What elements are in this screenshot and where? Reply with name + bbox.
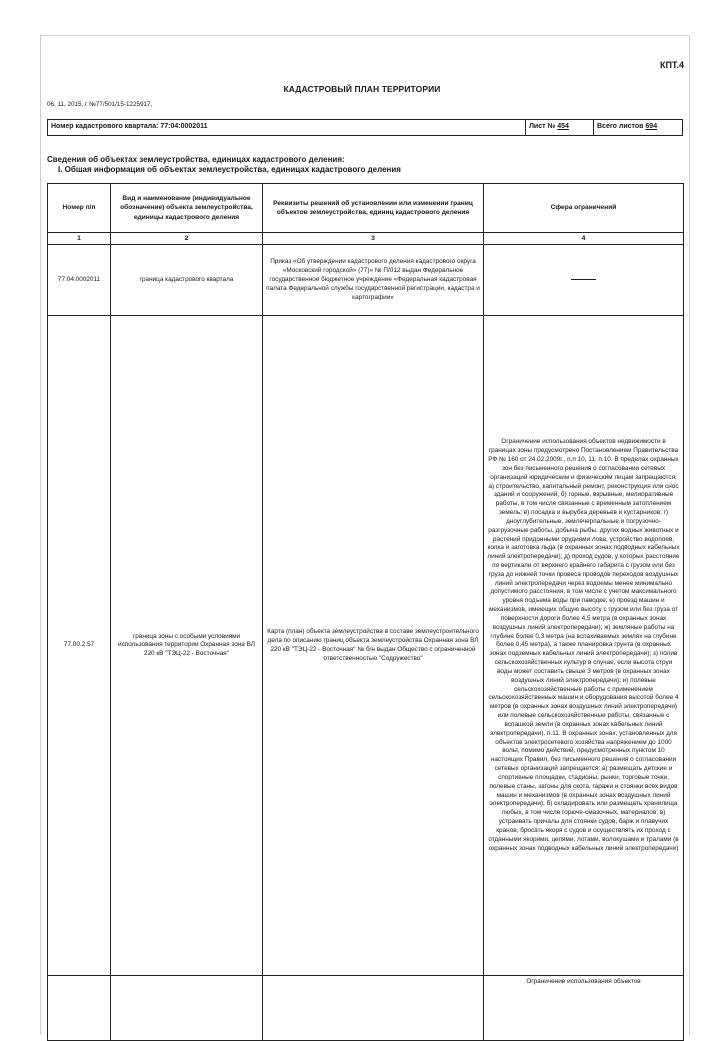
- table-row: [48, 245, 684, 316]
- row-restriction: [484, 245, 684, 316]
- column-number: 2: [111, 233, 263, 245]
- total-sheets-label: Всего листов: [597, 123, 644, 130]
- row-object-name: граница кадастрового квартала: [111, 245, 263, 316]
- column-number-row: [48, 233, 684, 245]
- total-sheets-value: 694: [645, 123, 658, 130]
- row-number: [48, 976, 111, 1041]
- sheet-number-cell: [526, 120, 594, 135]
- table-row: [48, 976, 684, 1041]
- section-title: Сведения об объектах землеустройства, единицах кадастрового деления:: [47, 155, 345, 164]
- row-object-name: граница зоны с особыми условиями использования территории Охранная зона ВЛ 220 кВ "ТЭЦ-22 - Восточная": [111, 316, 263, 976]
- row-object-name: [111, 976, 263, 1041]
- row-restriction: Ограничение использования объектов: [484, 976, 684, 1041]
- row-decision: Приказ «Об утверждении кадастрового деления кадастрового округа «Московский городской» (77)» № П/012 выдан Федеральное государственное бюджетное учреждение «Федеральная кадастровая палата Федеральной службы государственной регистрации, кадастра и картографии»: [263, 245, 484, 316]
- cadastral-quarter-number: Номер кадастрового квартала: 77:04:0002011: [48, 120, 526, 135]
- quarter-header-box: [47, 119, 683, 136]
- table-header-row: [48, 184, 684, 233]
- empty-dash: [571, 279, 596, 280]
- row-decision: Карта (план) объекта землеустройства в составе землеустроительного дела по описанию границ объекта землеустройства Охранная зона ВЛ 220 кВ "ТЭЦ-22 - Восточная" № б/н выдан Общество с ограниченной ответственностью "Содружество": [263, 316, 484, 976]
- sheet-number-value: 454: [557, 123, 569, 130]
- land-objects-table: [47, 183, 684, 1041]
- column-number: 1: [48, 233, 111, 245]
- row-number: 77:04:0002011: [48, 245, 111, 316]
- row-restriction: Ограничение использования объектов недвижимости в границах зоны предусмотрено Постановлением Правительства РФ № 160 от 24.02.2009г., п.п 10, 11: п.10. В пределах охранных зон без письменного решения о согласовании сетевых организаций юридическим и физическим лицам запрещаются: а) строительство, капитальный ремонт, реконструкция или снос зданий и сооружений; б) горные, взрывные, мелиоративные работы, в том числе связанные с временным затоплением земель; в) посадка и вырубка деревьев и кустарников; г) дноуглубительные, землечерпальные и погрузочно-разгрузочные работы, добыча рыбы, других водных животных и растений придонными орудиями лова, устройство водопоев, колка и заготовка льда (в охранных зонах подводных кабельных линий электропередачи); д) проход судов, у которых расстояние по вертикали от верхнего крайнего габарита с грузом или без груза до нижней точки провеса проводов переходов воздушных линий электропередачи через водоемы менее минимально допустимого расстояния, в том числе с учетом максимального уровня подъема воды при паводке; е) проезд машин и механизмов, имеющих общую высоту с грузом или без груза от поверхности дороги более 4,5 метра (в охранных зонах воздушных линий электропередачи); ж) земляные работы на глубине более 0,3 метра (на вспахиваемых землях на глубине более 0,45 метра), а также планировка грунта (в охранных зонах подземных кабельных линий электропередачи); з) полив сельскохозяйственных культур в случае, если высота струи воды может составить свыше 3 метров (в охранных зонах воздушных линий электропередачи); и) полевые сельскохозяйственные работы с применением сельскохозяйственных машин и оборудования высотой более 4 метров (в охранных зонах воздушных линий электропередачи) или полевые сельскохозяйственные работы, связанные с вспашкой земли (в охранных зонах кабельных линий электропередачи). п.11. В охранных зонах, установленных для объектов электросетевого хозяйства напряжением до 1000 вольт, помимо действий, предусмотренных пунктом 10 настоящих Правил, без письменного решения о согласовании сетевых организаций запрещается: а) размещать детские и спортивные площадки, стадионы, рынки, торговые точки, полевые станы, загоны для скота, гаражи и стоянки всех видов машин и механизмов (в охранных зонах воздушных линий электропередачи); б) складировать или размещать хранилища любых, в том числе горюче-смазочных, материалов; в) устраивать причалы для стоянки судов, барж и плавучих кранов, бросать якоря с судов и осуществлять их проход с отданными якорями, цепями, лотами, волокушами и тралами (в охранных зонах подводных кабельных линий электропередачи): [484, 316, 684, 976]
- document-date-line: 06, 11, 2015, г №77/501/15-1225917,: [47, 101, 153, 108]
- header-number: Номер п/п: [48, 184, 111, 233]
- column-number: 3: [263, 233, 484, 245]
- form-code: КПТ.4: [660, 60, 684, 70]
- header-restriction-scope: Сфера ограничений: [484, 184, 684, 233]
- document-title: КАДАСТРОВЫЙ ПЛАН ТЕРРИТОРИИ: [283, 84, 441, 94]
- row-decision: [263, 976, 484, 1041]
- section-subtitle: I. Обшая информация об объектах землеустройства, единицах кадастрового деления: [58, 165, 401, 174]
- total-sheets-cell: [594, 120, 682, 135]
- header-decision-details: Реквизиты решений об установлении или изменении границ объектов землеустройства, единиц кадастрового деления: [263, 184, 484, 233]
- table-row: [48, 316, 684, 976]
- row-number: 77.00.2.57: [48, 316, 111, 976]
- sheet-number-label: Лист №: [529, 123, 556, 130]
- column-number: 4: [484, 233, 684, 245]
- header-object-name: Вид и наименование (индивидуальное обозначение) объекта землеустройства, единицы кадастрового деления: [111, 184, 263, 233]
